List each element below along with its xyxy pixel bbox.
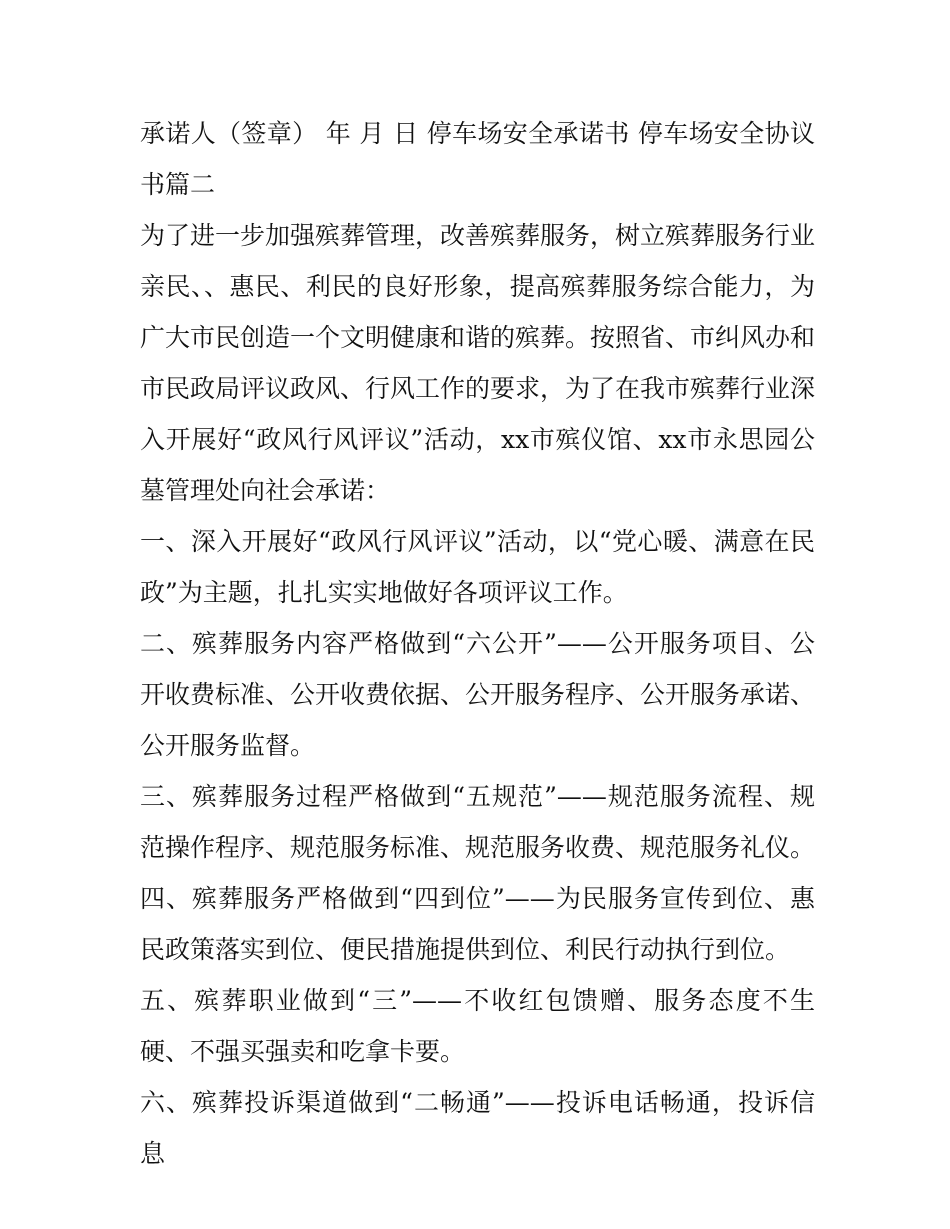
paragraph-item-4: 四、殡葬服务严格做到“四到位”——为民服务宣传到位、惠民政策落实到位、便民措施提供到位、利民行动执行到位。 xyxy=(140,884,815,964)
paragraph-item-5: 五、殡葬职业做到“三”——不收红包馈赠、服务态度不生硬、不强买强卖和吃拿卡要。 xyxy=(140,986,815,1066)
paragraph-item-2: 二、殡葬服务内容严格做到“六公开”——公开服务项目、公开收费标准、公开收费依据、公开服务程序、公开服务承诺、公开服务监督。 xyxy=(140,629,816,760)
paragraph-intro: 为了进一步加强殡葬管理，改善殡葬服务，树立殡葬服务行业亲民、、惠民、利民的良好形象，提高殡葬服务综合能力，为广大市民创造一个文明健康和谐的殡葬。按照省、市纠风办和市民政局评议政风、行风工作的要求，为了在我市殡葬行业深入开展好“政风行风评议”活动，xx市殡仪馆、xx市永思园公墓管理处向社会承诺： xyxy=(140,221,816,505)
document-body xyxy=(140,108,815,1179)
paragraph-item-1: 一、深入开展好“政风行风评议”活动，以“党心暖、满意在民政”为主题，扎扎实实地做好各项评议工作。 xyxy=(140,527,815,607)
paragraph-item-6: 六、殡葬投诉渠道做到“二畅通”——投诉电话畅通，投诉信息 xyxy=(140,1088,815,1168)
paragraph-signature-title: 承诺人（签章） 年 月 日 停车场安全承诺书 停车场安全协议书篇二 xyxy=(140,119,815,199)
paragraph-item-3: 三、殡葬服务过程严格做到“五规范”——规范服务流程、规范操作程序、规范服务标准、规范服务收费、规范服务礼仪。 xyxy=(140,782,816,862)
